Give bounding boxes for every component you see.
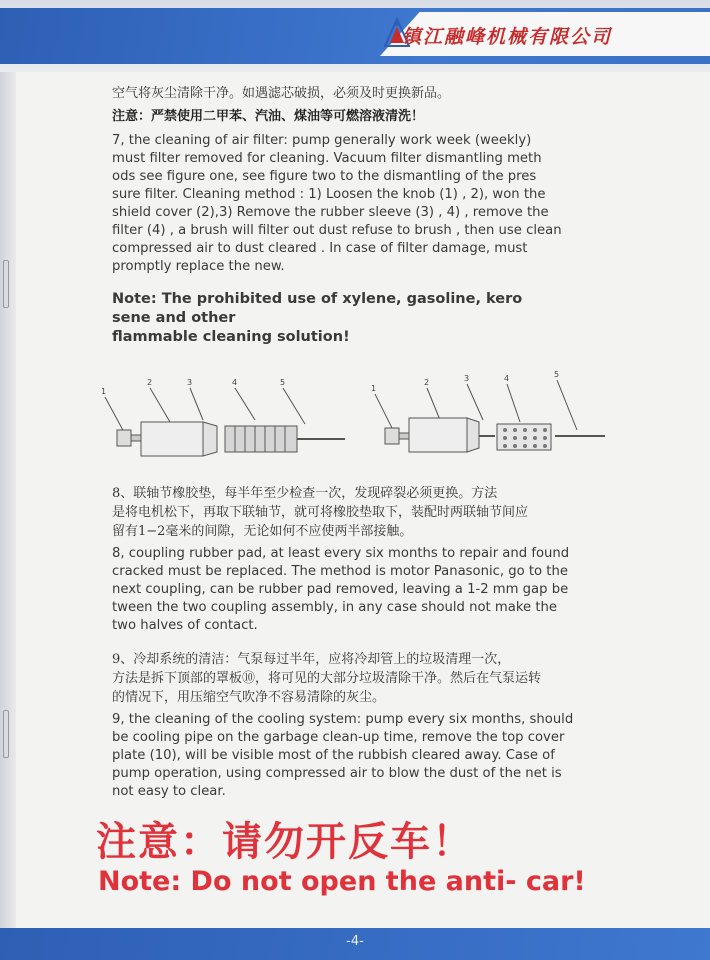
figure-two bbox=[375, 380, 605, 452]
paragraph-line: pump operation, using compressed air to blow the dust of the net is bbox=[112, 766, 562, 781]
leader-line bbox=[150, 388, 170, 422]
paragraph-line: 7, the cleaning of air filter: pump generally work week (weekly) bbox=[112, 133, 532, 148]
paragraph-line: not easy to clear. bbox=[112, 784, 226, 799]
leader-line bbox=[105, 397, 125, 434]
paragraph-line: compressed air to dust cleared . In case of filter damage, must bbox=[112, 241, 528, 256]
leader-line bbox=[235, 388, 255, 420]
leader-line bbox=[283, 388, 305, 424]
paragraph-line: be cooling pipe on the garbage clean-up time, remove the top cover bbox=[112, 730, 565, 745]
leader-line bbox=[375, 394, 393, 430]
paragraph-line: 8、联轴节橡胶垫，每半年至少检查一次，发现碎裂必须更换。方法 bbox=[112, 486, 498, 501]
paragraph-line: 9、冷却系统的清洁：气泵每过半年，应将冷却管上的垃圾清理一次， bbox=[112, 652, 511, 667]
note-line: sene and other bbox=[112, 310, 236, 326]
figure-label: 3 bbox=[464, 374, 470, 383]
paragraph-line: 方法是拆下顶部的罩板⑩，将可见的大部分垃圾清除干净。然后在气泵运转 bbox=[112, 671, 542, 686]
paragraph-line: 9, the cleaning of the cooling system: pump every six months, should bbox=[112, 712, 574, 727]
paragraph-line: tween the two coupling assembly, in any case should not make the bbox=[112, 600, 557, 615]
footer-bar bbox=[0, 928, 710, 960]
note-1-en bbox=[112, 290, 612, 347]
leader-line bbox=[507, 384, 520, 422]
paragraph-line: cracked must be replaced. The method is motor Panasonic, go to the bbox=[112, 564, 568, 579]
figure-one bbox=[105, 388, 345, 456]
figure-label: 1 bbox=[101, 387, 107, 396]
filter-diagrams bbox=[95, 352, 620, 472]
leader-line bbox=[427, 388, 440, 420]
warning-cn: 注意：请勿开反车！ bbox=[96, 819, 474, 865]
knob-shape bbox=[117, 430, 131, 446]
paragraph-line: sure filter. Cleaning method : 1) Loosen the knob (1) , 2), won the bbox=[112, 187, 546, 202]
cn-warning-1: 注意：严禁使用二甲苯、汽油、煤油等可燃溶液清洗！ bbox=[112, 109, 425, 124]
company-name: 镇江融峰机械有限公司 bbox=[401, 26, 612, 48]
paragraph-line: 留有1−2毫米的间隙，无论如何不应使两半部接触。 bbox=[112, 524, 413, 539]
figure-label: 2 bbox=[424, 378, 430, 387]
header bbox=[0, 0, 710, 72]
paragraph-line: 8, coupling rubber pad, at least every six months to repair and found bbox=[112, 546, 570, 561]
leader-line bbox=[557, 380, 577, 430]
figure-label: 2 bbox=[147, 378, 153, 387]
section-9 bbox=[112, 650, 612, 801]
filter-cartridge-shape bbox=[225, 426, 297, 452]
leader-line bbox=[467, 384, 483, 420]
cn-intro: 空气将灰尘清除干净。如遇滤芯破损，必须及时更换新品。 bbox=[112, 86, 451, 101]
binding-clip bbox=[3, 710, 9, 758]
figure-label: 5 bbox=[554, 370, 560, 379]
figure-label: 4 bbox=[504, 374, 510, 383]
paragraph-line: shield cover (2),3) Remove the rubber sleeve (3) , 4) , remove the bbox=[112, 205, 549, 220]
paragraph-line: promptly replace the new. bbox=[112, 259, 285, 274]
note-line: flammable cleaning solution! bbox=[112, 329, 350, 345]
paragraph-line: next coupling, can be rubber pad removed, leaving a 1-2 mm gap be bbox=[112, 582, 569, 597]
page-number: -4- bbox=[346, 934, 364, 949]
shield-cover-shape bbox=[141, 422, 203, 456]
binding-clip bbox=[3, 260, 9, 308]
shield-cover-lip bbox=[203, 422, 217, 456]
knob-shape bbox=[385, 428, 399, 444]
paragraph-line: two halves of contact. bbox=[112, 618, 258, 633]
figure-label: 1 bbox=[371, 384, 377, 393]
shield-cover-shape bbox=[409, 418, 467, 452]
paragraph-line: 是将电机松下，再取下联轴节，就可将橡胶垫取下，装配时两联轴节间应 bbox=[112, 505, 529, 520]
knob-stem bbox=[399, 433, 409, 439]
leader-line bbox=[190, 388, 203, 420]
shield-cover-lip bbox=[467, 418, 479, 452]
paragraph-line: plate (10), will be visible most of the rubbish cleared away. Case of bbox=[112, 748, 555, 763]
warning-en: Note: Do not open the anti- car! bbox=[98, 866, 586, 897]
note-line: Note: The prohibited use of xylene, gasoline, kero bbox=[112, 291, 523, 307]
filter-diagram-svg bbox=[95, 352, 620, 472]
paragraph-line: 的情况下，用压缩空气吹净不容易清除的灰尘。 bbox=[112, 690, 386, 705]
figure-label: 5 bbox=[280, 378, 286, 387]
section-8 bbox=[112, 484, 612, 635]
binding-spine bbox=[0, 0, 16, 960]
paragraph-line: must filter removed for cleaning. Vacuum filter dismantling meth bbox=[112, 151, 542, 166]
figure-label: 4 bbox=[232, 378, 238, 387]
page-content bbox=[112, 84, 612, 347]
paragraph-line: filter (4) , a brush will filter out dust refuse to brush , then use clean bbox=[112, 223, 562, 238]
paragraph-line: ods see figure one, see figure two to the dismantling of the pres bbox=[112, 169, 537, 184]
header-bar bbox=[0, 8, 710, 64]
knob-stem bbox=[131, 435, 141, 441]
figure-label: 3 bbox=[187, 378, 193, 387]
section-7-en bbox=[112, 132, 612, 276]
